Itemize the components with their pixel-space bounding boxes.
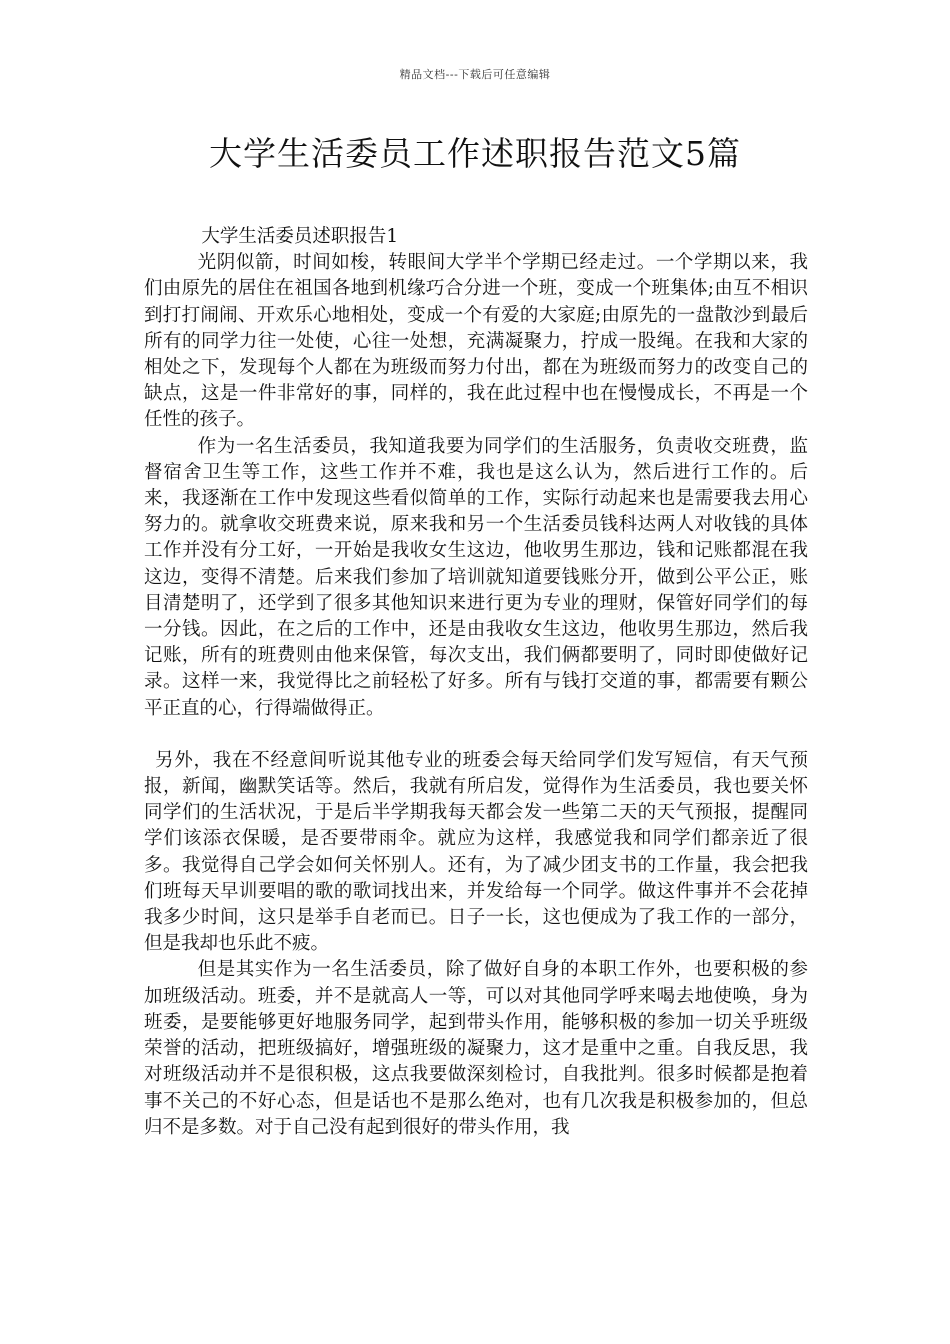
document-body [144,224,808,1141]
header-note: 精品文档---下载后可任意编辑 [399,68,551,81]
paragraph-1: 光阴似箭，时间如梭，转眼间大学半个学期已经走过。一个学期以来，我们由原先的居住在祖国各地到机缘巧合分进一个班，变成一个班集体;由互不相识到打打闹闹、开欢乐心地相处，变成一个有爱的大家庭;由原先的一盘散沙到最后所有的同学力往一处使，心往一处想，充满凝聚力，拧成一股绳。在我和大家的相处之下，发现每个人都在为班级而努力付出，都在为班级而努力的改变自己的缺点，这是一件非常好的事，同样的，我在此过程中也在慢慢成长，不再是一个任性的孩子。 [144,252,808,431]
paragraph-3: 另外，我在不经意间听说其他专业的班委会每天给同学们发写短信，有天气预报，新闻，幽默笑话等。然后，我就有所启发，觉得作为生活委员，我也要关怀同学们的生活状况，于是后半学期我每天都会发一些第二天的天气预报，提醒同学们该添衣保暖，是否要带雨伞。就应为这样，我感觉我和同学们都亲近了很多。我觉得自己学会如何关怀别人。还有，为了减少团支书的工作量，我会把我们班每天早训要唱的歌的歌词找出来，并发给每一个同学。做这件事并不会花掉我多少时间，这只是举手自老而已。日子一长，这也便成为了我工作的一部分，但是我却也乐此不疲。 [144,749,808,955]
paragraph-2: 作为一名生活委员，我知道我要为同学们的生活服务，负责收交班费，监督宿舍卫生等工作，这些工作并不难，我也是这么认为，然后进行工作的。后来，我逐渐在工作中发现这些看似简单的工作，实际行动起来也是需要我去用心努力的。就拿收交班费来说，原来我和另一个生活委员钱科达两人对收钱的具体工作并没有分工好，一开始是我收女生这边，他收男生那边，钱和记账都混在我这边，变得不清楚。后来我们参加了培训就知道要钱账分开，做到公平公正，账目清楚明了，还学到了很多其他知识来进行更为专业的理财，保管好同学们的每一分钱。因此，在之后的工作中，还是由我收女生这边，他收男生那边，然后我记账，所有的班费则由他来保管，每次支出，我们俩都要明了，同时即使做好记录。这样一来，我觉得比之前轻松了好多。所有与钱打交道的事，都需要有颗公平正直的心，行得端做得正。 [144,435,808,719]
paragraph-4: 但是其实作为一名生活委员，除了做好自身的本职工作外，也要积极的参加班级活动。班委，并不是就高人一等，可以对其他同学呼来喝去地使唤，身为班委，是要能够更好地服务同学，起到带头作用，能够积极的参加一切关乎班级荣誉的活动，把班级搞好，增强班级的凝聚力，这才是重中之重。自我反思，我对班级活动并不是很积极，这点我要做深刻检讨，自我批判。很多时候都是抱着事不关己的不好心态，但是话也不是那么绝对，也有几次我是积极参加的，但总归不是多数。对于自己没有起到很好的带头作用，我 [144,959,808,1138]
document-title: 大学生活委员工作述职报告范文5篇 [209,134,741,173]
section-heading: 大学生活委员述职报告1 [201,226,399,247]
